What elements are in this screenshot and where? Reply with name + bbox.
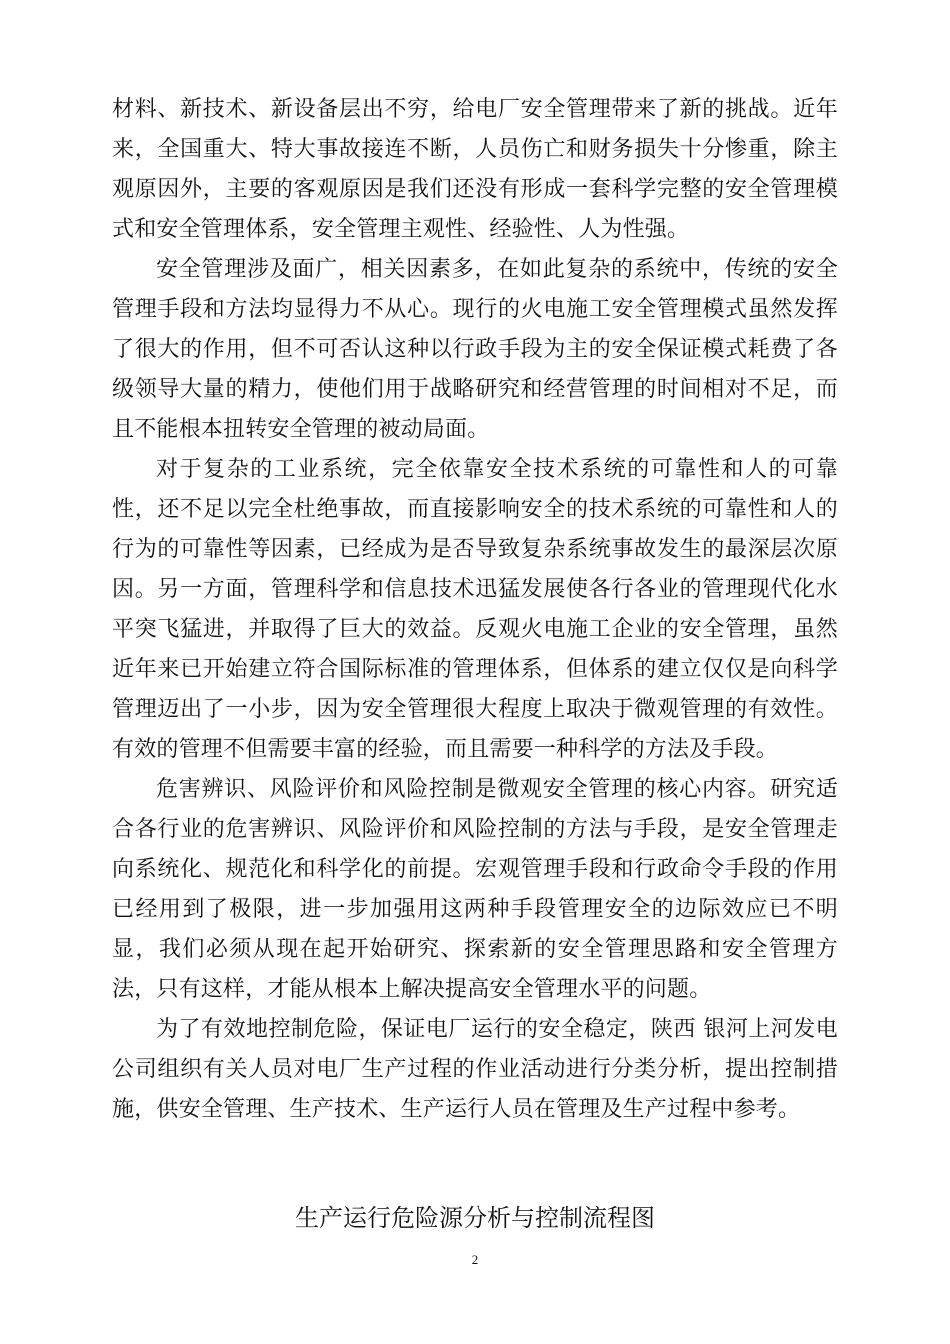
paragraph-1: 材料、新技术、新设备层出不穷，给电厂安全管理带来了新的挑战。近年来，全国重大、特大事故接连不断，人员伤亡和财务损失十分惨重，除主观原因外，主要的客观原因是我们还没有形成一套科学完整的安全管理模式和安全管理体系，安全管理主观性、经验性、人为性强。 [112,97,838,242]
paragraph-5: 为了有效地控制危险，保证电厂运行的安全稳定，陕西 银河上河发电公司组织有关人员对电厂生产过程的作业活动进行分类分析，提出控制措施，供安全管理、生产技术、生产运行人员在管理及生产过程中参考。 [112,1017,838,1122]
paragraph-2: 安全管理涉及面广，相关因素多，在如此复杂的系统中，传统的安全管理手段和方法均显得力不从心。现行的火电施工安全管理模式虽然发挥了很大的作用，但不可否认这种以行政手段为主的安全保证模式耗费了各级领导大量的精力，使他们用于战略研究和经营管理的时间相对不足，而且不能根本扭转安全管理的被动局面。 [112,257,838,442]
section-title: 生产运行危险源分析与控制流程图 [295,1204,655,1232]
paragraph-4: 危害辨识、风险评价和风险控制是微观安全管理的核心内容。研究适合各行业的危害辨识、风险评价和风险控制的方法与手段，是安全管理走向系统化、规范化和科学化的前提。宏观管理手段和行政命令手段的作用已经用到了极限，进一步加强用这两种手段管理安全的边际效应已不明显，我们必须从现在起开始研究、探索新的安全管理思路和安全管理方法，只有这样，才能从根本上解决提高安全管理水平的问题。 [112,777,838,1002]
page-number: 2 [471,1252,479,1267]
paragraph-3: 对于复杂的工业系统，完全依靠安全技术系统的可靠性和人的可靠性，还不足以完全杜绝事故，而直接影响安全的技术系统的可靠性和人的行为的可靠性等因素，已经成为是否导致复杂系统事故发生的最深层次原因。另一方面，管理科学和信息技术迅猛发展使各行各业的管理现代化水平突飞猛进，并取得了巨大的效益。反观火电施工企业的安全管理，虽然近年来已开始建立符合国际标准的管理体系，但体系的建立仅仅是向科学管理迈出了一小步，因为安全管理很大程度上取决于微观管理的有效性。有效的管理不但需要丰富的经验，而且需要一种科学的方法及手段。 [112,457,838,762]
body-text [112,90,838,1130]
